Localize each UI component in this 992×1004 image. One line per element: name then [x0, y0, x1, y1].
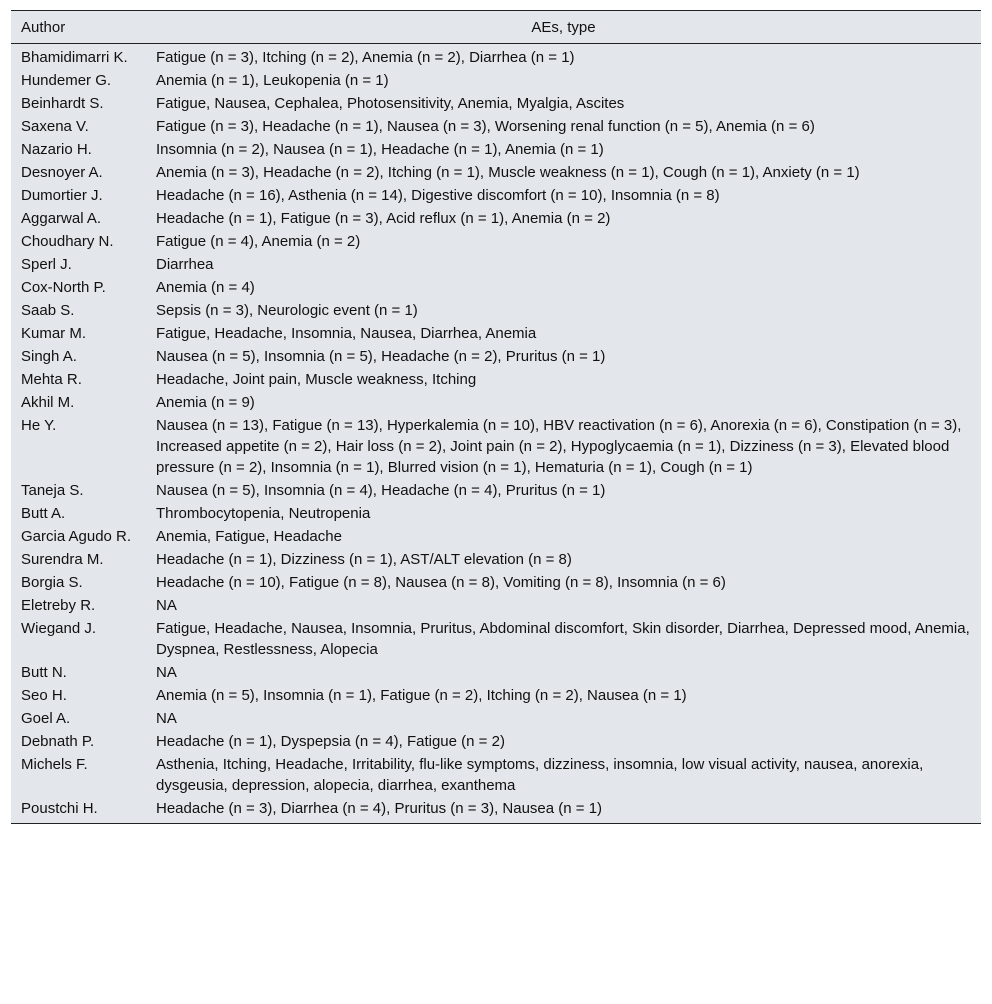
aes-cell: Asthenia, Itching, Headache, Irritability, flu-like symptoms, dizziness, insomnia, low visual activity, nausea, anorexia, dysgeusia, depression, alopecia, diarrhea, exanthema [156, 756, 924, 794]
adverse-events-table-container [11, 10, 981, 824]
table-row [11, 479, 981, 502]
aes-cell: Headache (n = 10), Fatigue (n = 8), Nausea (n = 8), Vomiting (n = 8), Insomnia (n = 6) [156, 574, 726, 591]
author-cell: Debnath P. [21, 733, 95, 750]
table-row [11, 44, 981, 70]
table-row [11, 253, 981, 276]
table-row [11, 414, 981, 479]
table-row [11, 548, 981, 571]
aes-cell: Anemia (n = 4) [156, 279, 255, 296]
author-cell: Butt N. [21, 664, 67, 681]
table-row [11, 391, 981, 414]
aes-cell: Fatigue, Headache, Nausea, Insomnia, Pruritus, Abdominal discomfort, Skin disorder, Diarrhea, Depressed mood, Anemia, Dyspnea, Restlessness, Alopecia [156, 620, 970, 658]
table-row [11, 571, 981, 594]
aes-cell: Headache (n = 1), Dizziness (n = 1), AST/ALT elevation (n = 8) [156, 551, 572, 568]
table-row [11, 594, 981, 617]
author-cell: Bhamidimarri K. [21, 49, 128, 66]
table-row [11, 161, 981, 184]
table-row [11, 92, 981, 115]
author-cell: Singh A. [21, 348, 77, 365]
aes-column-header: AEs, type [146, 11, 981, 44]
author-cell: Dumortier J. [21, 187, 103, 204]
author-cell: Eletreby R. [21, 597, 96, 614]
table-row [11, 184, 981, 207]
author-cell: Hundemer G. [21, 72, 112, 89]
aes-cell: Headache (n = 16), Asthenia (n = 14), Digestive discomfort (n = 10), Insomnia (n = 8) [156, 187, 720, 204]
aes-cell: Headache (n = 1), Dyspepsia (n = 4), Fatigue (n = 2) [156, 733, 505, 750]
author-cell: Beinhardt S. [21, 95, 104, 112]
aes-cell: Anemia (n = 1), Leukopenia (n = 1) [156, 72, 389, 89]
aes-cell: Thrombocytopenia, Neutropenia [156, 505, 371, 522]
table-row [11, 661, 981, 684]
author-cell: Nazario H. [21, 141, 92, 158]
table-row [11, 276, 981, 299]
table-header-row [11, 11, 981, 44]
table-row [11, 299, 981, 322]
aes-cell: Sepsis (n = 3), Neurologic event (n = 1) [156, 302, 418, 319]
aes-cell: Nausea (n = 13), Fatigue (n = 13), Hyperkalemia (n = 10), HBV reactivation (n = 6), Anorexia (n = 6), Constipation (n = 3), Increased appetite (n = 2), Hair loss (n = 2), Joint pain (n = 2), Hypoglycaemia (n = 1), Dizziness (n = 3), Elevated blood pressure (n = 2), Insomnia (n = 1), Blurred vision (n = 1), Hematuria (n = 1), Cough (n = 1) [156, 417, 962, 476]
aes-cell: Fatigue (n = 3), Headache (n = 1), Nausea (n = 3), Worsening renal function (n = 5), Anemia (n = 6) [156, 118, 815, 135]
aes-cell: Anemia (n = 5), Insomnia (n = 1), Fatigue (n = 2), Itching (n = 2), Nausea (n = 1) [156, 687, 687, 704]
aes-cell: Nausea (n = 5), Insomnia (n = 5), Headache (n = 2), Pruritus (n = 1) [156, 348, 606, 365]
aes-cell: Fatigue (n = 4), Anemia (n = 2) [156, 233, 361, 250]
author-cell: Wiegand J. [21, 620, 97, 637]
author-cell: Choudhary N. [21, 233, 114, 250]
author-cell: Taneja S. [21, 482, 84, 499]
aes-cell: Fatigue (n = 3), Itching (n = 2), Anemia (n = 2), Diarrhea (n = 1) [156, 49, 575, 66]
author-cell: Cox-North P. [21, 279, 106, 296]
author-cell: Kumar M. [21, 325, 87, 342]
table-row [11, 368, 981, 391]
author-column-header: Author [11, 11, 146, 44]
aes-cell: Headache (n = 1), Fatigue (n = 3), Acid reflux (n = 1), Anemia (n = 2) [156, 210, 611, 227]
table-row [11, 207, 981, 230]
author-cell: Saab S. [21, 302, 75, 319]
table-row [11, 115, 981, 138]
table-row [11, 730, 981, 753]
author-cell: Desnoyer A. [21, 164, 103, 181]
author-cell: Mehta R. [21, 371, 82, 388]
aes-cell: Fatigue, Headache, Insomnia, Nausea, Diarrhea, Anemia [156, 325, 537, 342]
aes-cell: Headache (n = 3), Diarrhea (n = 4), Pruritus (n = 3), Nausea (n = 1) [146, 797, 981, 824]
aes-cell: Headache, Joint pain, Muscle weakness, Itching [156, 371, 477, 388]
aes-cell: Anemia, Fatigue, Headache [156, 528, 342, 545]
author-cell: Surendra M. [21, 551, 104, 568]
aes-cell: Nausea (n = 5), Insomnia (n = 4), Headache (n = 4), Pruritus (n = 1) [156, 482, 606, 499]
aes-cell: Insomnia (n = 2), Nausea (n = 1), Headache (n = 1), Anemia (n = 1) [156, 141, 604, 158]
aes-cell: NA [156, 664, 177, 681]
table-row [11, 69, 981, 92]
table-row [11, 322, 981, 345]
aes-cell: Anemia (n = 9) [156, 394, 255, 411]
author-cell: Garcia Agudo R. [21, 528, 132, 545]
author-cell: He Y. [21, 417, 57, 434]
author-cell: Sperl J. [21, 256, 72, 273]
table-row [11, 753, 981, 797]
author-cell: Poustchi H. [11, 797, 146, 824]
adverse-events-table [11, 10, 981, 824]
aes-cell: Diarrhea [156, 256, 214, 273]
aes-cell: NA [156, 597, 177, 614]
author-cell: Saxena V. [21, 118, 89, 135]
table-row [11, 138, 981, 161]
author-cell: Borgia S. [21, 574, 83, 591]
table-body [11, 44, 981, 824]
aes-cell: NA [156, 710, 177, 727]
author-cell: Aggarwal A. [21, 210, 102, 227]
table-row [11, 230, 981, 253]
author-cell: Goel A. [21, 710, 71, 727]
author-cell: Seo H. [21, 687, 67, 704]
table-row [11, 707, 981, 730]
table-row [11, 797, 981, 824]
author-cell: Michels F. [21, 756, 88, 773]
aes-cell: Fatigue, Nausea, Cephalea, Photosensitivity, Anemia, Myalgia, Ascites [156, 95, 625, 112]
table-row [11, 525, 981, 548]
author-cell: Butt A. [21, 505, 66, 522]
table-row [11, 502, 981, 525]
aes-cell: Anemia (n = 3), Headache (n = 2), Itching (n = 1), Muscle weakness (n = 1), Cough (n = 1), Anxiety (n = 1) [156, 164, 860, 181]
table-row [11, 617, 981, 661]
table-row [11, 684, 981, 707]
author-cell: Akhil M. [21, 394, 75, 411]
table-row [11, 345, 981, 368]
